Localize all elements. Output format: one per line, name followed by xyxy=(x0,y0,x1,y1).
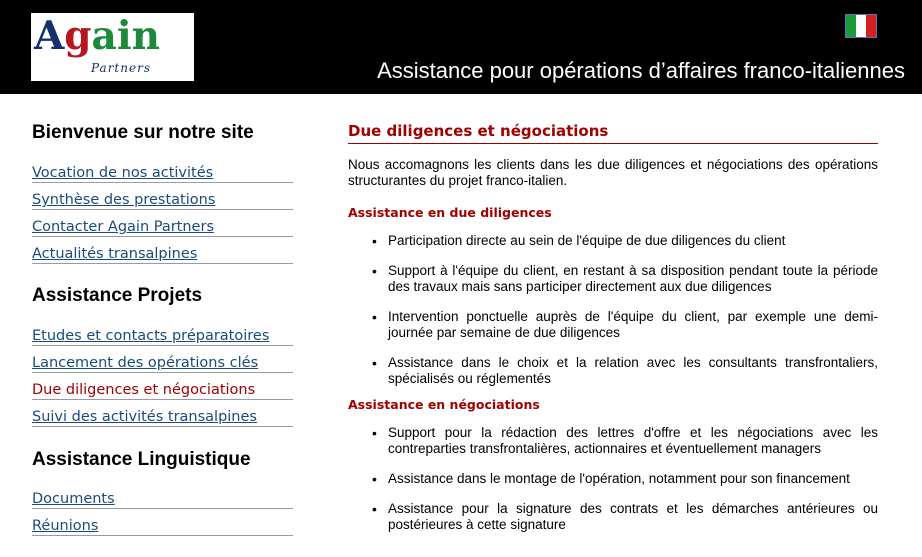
nav-link-suivi[interactable]: Suivi des activités transalpines xyxy=(32,409,257,425)
sidebar-section-title: Assistance Linguistique xyxy=(32,449,251,470)
page-title: Due diligences et négociations xyxy=(348,122,878,144)
sidebar-section-projets xyxy=(32,283,293,427)
sidebar-section-title: Bienvenue sur notre site xyxy=(32,122,254,143)
nav-link-etudes[interactable]: Etudes et contacts préparatoires xyxy=(32,328,270,344)
list-item: • Assistance dans le montage de l'opération, notamment pour son financement xyxy=(348,471,878,487)
nav-link-reunions[interactable]: Réunions xyxy=(32,518,99,534)
italian-flag-icon[interactable] xyxy=(845,14,877,38)
nav-link-due-diligences-active[interactable]: Due diligences et négociations xyxy=(32,382,256,398)
list-item: • Assistance pour la signature des contrats et les démarches antérieures ou postérieures à cette signature xyxy=(348,501,878,533)
sidebar-item xyxy=(32,210,293,237)
sidebar-section-welcome xyxy=(32,120,293,264)
list-item: • Support à l'équipe du client, en restant à sa disposition pendant toute la période des travaux mais sans participer directement aux due diligences xyxy=(348,263,878,295)
sidebar-item xyxy=(32,237,293,264)
nav-link-vocation[interactable]: Vocation de nos activités xyxy=(32,165,214,181)
sidebar-item xyxy=(32,319,293,346)
header-bar xyxy=(0,0,922,94)
sidebar-item xyxy=(32,400,293,427)
nav-link-synthese[interactable]: Synthèse des prestations xyxy=(32,192,216,208)
section-heading-negociations: Assistance en négociations xyxy=(348,397,540,412)
logo-subtitle: Partners xyxy=(91,61,151,75)
logo-wordmark: Again xyxy=(34,13,160,59)
again-partners-logo[interactable] xyxy=(31,13,194,81)
list-item: • Assistance dans le choix et la relation avec les consultants transfrontaliers, spécialisés ou réglementés xyxy=(348,355,878,387)
sidebar-item xyxy=(32,156,293,183)
sidebar-item xyxy=(32,183,293,210)
nav-link-documents[interactable]: Documents xyxy=(32,491,115,507)
section-heading-due-diligences: Assistance en due diligences xyxy=(348,205,552,220)
list-item: • Intervention ponctuelle auprès de l'équipe du client, par exemple une demi-journée par semaine de due diligences xyxy=(348,309,878,341)
sidebar-section-title: Assistance Projets xyxy=(32,285,203,306)
sidebar-item xyxy=(32,373,293,400)
main-content xyxy=(348,122,878,533)
intro-paragraph: Nous accomagnons les clients dans les due diligences et négociations des opérations structurantes du projet franco-italien. xyxy=(348,157,878,188)
sidebar-nav xyxy=(32,120,293,536)
site-title: Assistance pour opérations d’affaires franco-italiennes xyxy=(377,58,905,83)
nav-link-contact[interactable]: Contacter Again Partners xyxy=(32,219,214,235)
bullet-list xyxy=(348,425,878,533)
sidebar-item xyxy=(32,482,293,509)
nav-link-actualites[interactable]: Actualités transalpines xyxy=(32,246,198,262)
list-item: • Participation directe au sein de l'équipe de due diligences du client xyxy=(348,233,878,249)
sidebar-item xyxy=(32,346,293,373)
list-item: • Support pour la rédaction des lettres d'offre et les négociations avec les contreparties transfrontalières, actionnaires et éventuellement managers xyxy=(348,425,878,457)
sidebar-section-linguistique xyxy=(32,447,293,536)
bullet-list xyxy=(348,233,878,387)
nav-link-lancement[interactable]: Lancement des opérations clés xyxy=(32,355,259,371)
sidebar-item xyxy=(32,509,293,536)
